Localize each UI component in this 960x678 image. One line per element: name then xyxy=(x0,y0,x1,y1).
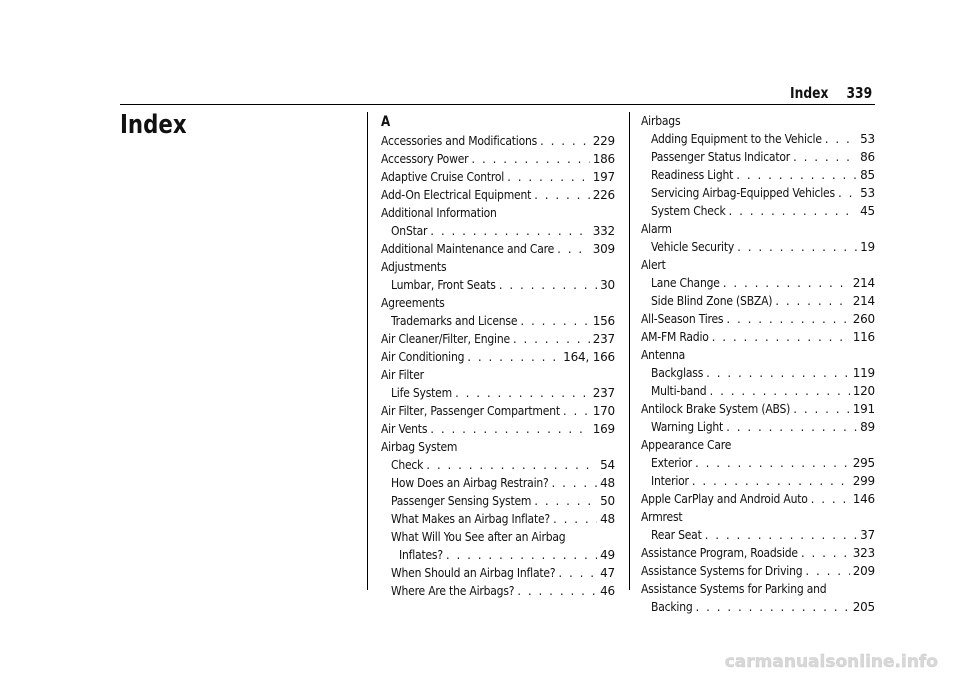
index-entry-page: 48 xyxy=(600,476,615,490)
index-entry-page: 119 xyxy=(852,366,875,380)
index-entry-page: 205 xyxy=(852,600,875,614)
index-entry-text: Lane Change xyxy=(651,276,720,290)
dot-leader xyxy=(793,400,850,418)
index-entry-text: Accessories and Modifications xyxy=(381,134,538,148)
index-entry-text: Assistance Program, Roadside xyxy=(641,546,798,560)
index-entry-text: When Should an Airbag Inflate? xyxy=(391,566,556,580)
index-entry-page: 156 xyxy=(592,314,615,328)
index-entry-text: All-Season Tires xyxy=(641,312,724,326)
index-entry-page: 295 xyxy=(852,456,875,470)
index-entry-page: 146 xyxy=(852,492,875,506)
index-entry-page: 50 xyxy=(600,494,615,508)
dot-leader xyxy=(540,132,590,150)
dot-leader xyxy=(553,510,597,528)
index-entry-page: 120 xyxy=(852,384,875,398)
index-entry-page: 299 xyxy=(852,474,875,488)
index-entry-text: Passenger Status Indicator xyxy=(651,150,791,164)
index-entry xyxy=(381,312,615,330)
index-entry-page: 47 xyxy=(600,566,615,580)
index-entry-page: 197 xyxy=(592,170,615,184)
svg-text:carmanualsonline.info: carmanualsonline.info xyxy=(724,652,938,672)
dot-leader xyxy=(737,238,857,256)
index-entry-page: 214 xyxy=(852,294,875,308)
index-entry-page: 323 xyxy=(852,546,875,560)
index-entry xyxy=(641,346,875,364)
index-entry xyxy=(381,546,615,564)
index-entry xyxy=(381,294,615,312)
index-entry-page: 89 xyxy=(860,420,875,434)
index-entry-text: Rear Seat xyxy=(651,528,702,542)
index-entry xyxy=(381,276,615,294)
index-entry xyxy=(641,112,875,130)
index-entry-text: Passenger Sensing System xyxy=(391,494,532,508)
index-entry-page: 30 xyxy=(600,278,615,292)
index-entry-text: Adjustments xyxy=(381,260,447,274)
dot-leader xyxy=(426,456,597,474)
dot-leader xyxy=(729,202,858,220)
index-entry xyxy=(381,420,615,438)
index-entry xyxy=(641,526,875,544)
dot-leader xyxy=(726,418,857,436)
index-entry-page: 85 xyxy=(860,168,875,182)
index-entry-page: 45 xyxy=(860,204,875,218)
dot-leader xyxy=(520,312,589,330)
index-entry-text: Life System xyxy=(391,386,452,400)
index-entry xyxy=(641,274,875,292)
index-entry xyxy=(641,490,875,508)
index-entry xyxy=(641,148,875,166)
index-entry xyxy=(381,150,615,168)
header-section: Index xyxy=(789,84,829,102)
index-entry xyxy=(641,364,875,382)
index-entry-text: Additional Information xyxy=(381,206,497,220)
index-entry-text: Alert xyxy=(641,258,666,272)
index-entry-text: Trademarks and License xyxy=(391,314,518,328)
index-entry xyxy=(381,366,615,384)
index-entry-text: Air Filter, Passenger Compartment xyxy=(381,404,560,418)
index-entry-text: Air Conditioning xyxy=(381,350,465,364)
index-entry-text: Assistance Systems for Driving xyxy=(641,564,803,578)
dot-leader xyxy=(563,402,590,420)
index-entry-page: 54 xyxy=(600,458,615,472)
dot-leader xyxy=(517,582,597,600)
index-column-1 xyxy=(381,112,615,600)
dot-leader xyxy=(467,348,560,366)
index-entry xyxy=(641,400,875,418)
index-entry-text: Interior xyxy=(651,474,689,488)
index-entry-text: Warning Light xyxy=(651,420,724,434)
index-entry-text: AM-FM Radio xyxy=(641,330,709,344)
index-entry-page: 49 xyxy=(600,548,615,562)
dot-leader xyxy=(825,130,857,148)
index-entry xyxy=(641,436,875,454)
index-entry xyxy=(641,544,875,562)
dot-leader xyxy=(430,222,589,240)
index-entry-page: 229 xyxy=(592,134,615,148)
dot-leader xyxy=(709,382,849,400)
index-entry-page: 19 xyxy=(860,240,875,254)
index-entry-text: Airbags xyxy=(641,114,681,128)
index-entry xyxy=(641,580,875,598)
dot-leader xyxy=(430,420,589,438)
index-entry-page: 237 xyxy=(592,332,615,346)
index-entry-page: 226 xyxy=(592,188,615,202)
index-entry-page: 237 xyxy=(592,386,615,400)
index-entry-text: Adaptive Cruise Control xyxy=(381,170,505,184)
index-letter-heading: A xyxy=(381,114,391,130)
dot-leader xyxy=(736,166,857,184)
page-title: Index xyxy=(120,110,187,140)
dot-leader xyxy=(558,564,597,582)
index-entry xyxy=(381,258,615,276)
index-entry-text: Airbag System xyxy=(381,440,458,454)
index-entry-text: Backing xyxy=(651,600,693,614)
index-entry-text: Assistance Systems for Parking and xyxy=(641,582,827,596)
header-rule xyxy=(120,104,875,105)
index-entry-text: Backglass xyxy=(651,366,704,380)
index-entry xyxy=(381,510,615,528)
dot-leader xyxy=(552,474,598,492)
index-entry-page: 214 xyxy=(852,276,875,290)
index-entry xyxy=(641,256,875,274)
dot-leader xyxy=(534,492,597,510)
index-entry-text: Appearance Care xyxy=(641,438,732,452)
index-entry xyxy=(641,238,875,256)
index-entry xyxy=(641,454,875,472)
index-entry xyxy=(381,456,615,474)
index-entry xyxy=(381,132,615,150)
index-entry xyxy=(641,310,875,328)
index-entry xyxy=(641,202,875,220)
column-divider xyxy=(629,112,630,590)
index-entry-text: Vehicle Security xyxy=(651,240,735,254)
index-entry-text: Additional Maintenance and Care xyxy=(381,242,555,256)
dot-leader xyxy=(775,292,849,310)
index-entry xyxy=(381,438,615,456)
index-entry-text: Multi-band xyxy=(651,384,707,398)
index-entry xyxy=(381,474,615,492)
index-entry xyxy=(381,402,615,420)
index-entry-text: Agreements xyxy=(381,296,445,310)
index-entry xyxy=(641,292,875,310)
dot-leader xyxy=(712,328,850,346)
index-entry-page: 53 xyxy=(860,132,875,146)
index-entry xyxy=(381,564,615,582)
index-entry-text: Readiness Light xyxy=(651,168,734,182)
index-entry xyxy=(641,184,875,202)
index-entry xyxy=(641,130,875,148)
dot-leader xyxy=(455,384,590,402)
index-entry-page: 164, 166 xyxy=(563,350,615,364)
dot-leader xyxy=(726,310,849,328)
dot-leader xyxy=(838,184,857,202)
index-entry xyxy=(381,384,615,402)
dot-leader xyxy=(705,526,857,544)
dot-leader xyxy=(805,562,849,580)
index-entry-text: Air Vents xyxy=(381,422,428,436)
index-entry xyxy=(381,492,615,510)
index-entry xyxy=(381,240,615,258)
index-entry-page: 46 xyxy=(600,584,615,598)
index-entry-text: OnStar xyxy=(391,224,428,238)
index-entry-text: What Makes an Airbag Inflate? xyxy=(391,512,550,526)
header-page-number: 339 xyxy=(846,84,872,102)
index-entry-page: 191 xyxy=(852,402,875,416)
dot-leader xyxy=(706,364,850,382)
index-entry-page: 169 xyxy=(592,422,615,436)
index-entry-text: Servicing Airbag-Equipped Vehicles xyxy=(651,186,835,200)
dot-leader xyxy=(695,454,850,472)
watermark-logo xyxy=(720,650,940,672)
dot-leader xyxy=(471,150,589,168)
index-entry-text: How Does an Airbag Restrain? xyxy=(391,476,549,490)
dot-leader xyxy=(513,330,590,348)
index-entry xyxy=(641,472,875,490)
index-entry xyxy=(641,220,875,238)
index-entry-text: Inflates? xyxy=(399,548,443,562)
index-entry-text: Exterior xyxy=(651,456,692,470)
index-entry-page: 209 xyxy=(852,564,875,578)
index-entry xyxy=(381,186,615,204)
index-entry xyxy=(381,204,615,222)
index-entry xyxy=(641,382,875,400)
index-entry xyxy=(381,168,615,186)
index-column-2 xyxy=(641,112,875,616)
index-entry xyxy=(641,508,875,526)
index-entry-text: What Will You See after an Airbag xyxy=(391,530,566,544)
index-entry-text: Accessory Power xyxy=(381,152,469,166)
index-entry-text: Side Blind Zone (SBZA) xyxy=(651,294,773,308)
index-entry-text: Where Are the Airbags? xyxy=(391,584,515,598)
index-entry-text: Add-On Electrical Equipment xyxy=(381,188,532,202)
index-entry-page: 86 xyxy=(860,150,875,164)
dot-leader xyxy=(801,544,850,562)
index-entry-page: 332 xyxy=(592,224,615,238)
index-entry xyxy=(641,328,875,346)
dot-leader xyxy=(793,148,857,166)
index-entry xyxy=(381,582,615,600)
index-entry-page: 170 xyxy=(592,404,615,418)
index-entry-page: 53 xyxy=(860,186,875,200)
index-entry xyxy=(641,418,875,436)
index-entry xyxy=(641,598,875,616)
running-header xyxy=(790,84,872,102)
index-entry-page: 186 xyxy=(592,152,615,166)
index-entry-text: Armrest xyxy=(641,510,683,524)
index-entry-page: 309 xyxy=(592,242,615,256)
index-entry-page: 37 xyxy=(860,528,875,542)
index-entry-text: Alarm xyxy=(641,222,672,236)
index-entry xyxy=(641,562,875,580)
index-entry-page: 48 xyxy=(600,512,615,526)
dot-leader xyxy=(723,274,850,292)
index-entry-text: Air Filter xyxy=(381,368,424,382)
dot-leader xyxy=(692,472,850,490)
index-entry xyxy=(381,330,615,348)
index-entry xyxy=(381,222,615,240)
index-entry-text: Lumbar, Front Seats xyxy=(391,278,496,292)
dot-leader xyxy=(534,186,590,204)
column-divider xyxy=(367,112,368,590)
dot-leader xyxy=(446,546,597,564)
index-entry-text: Air Cleaner/Filter, Engine xyxy=(381,332,510,346)
index-entry-text: Check xyxy=(391,458,424,472)
index-entry xyxy=(381,528,615,546)
index-entry-text: System Check xyxy=(651,204,726,218)
dot-leader xyxy=(557,240,590,258)
dot-leader xyxy=(507,168,590,186)
dot-leader xyxy=(499,276,597,294)
index-entry-text: Apple CarPlay and Android Auto xyxy=(641,492,808,506)
index-entry-text: Antilock Brake System (ABS) xyxy=(641,402,791,416)
index-entry-page: 116 xyxy=(852,330,875,344)
dot-leader xyxy=(811,490,850,508)
dot-leader xyxy=(696,598,850,616)
index-entry-text: Adding Equipment to the Vehicle xyxy=(651,132,822,146)
index-entry xyxy=(641,166,875,184)
index-entry xyxy=(381,348,615,366)
index-entry-page: 260 xyxy=(852,312,875,326)
index-entry-text: Antenna xyxy=(641,348,686,362)
